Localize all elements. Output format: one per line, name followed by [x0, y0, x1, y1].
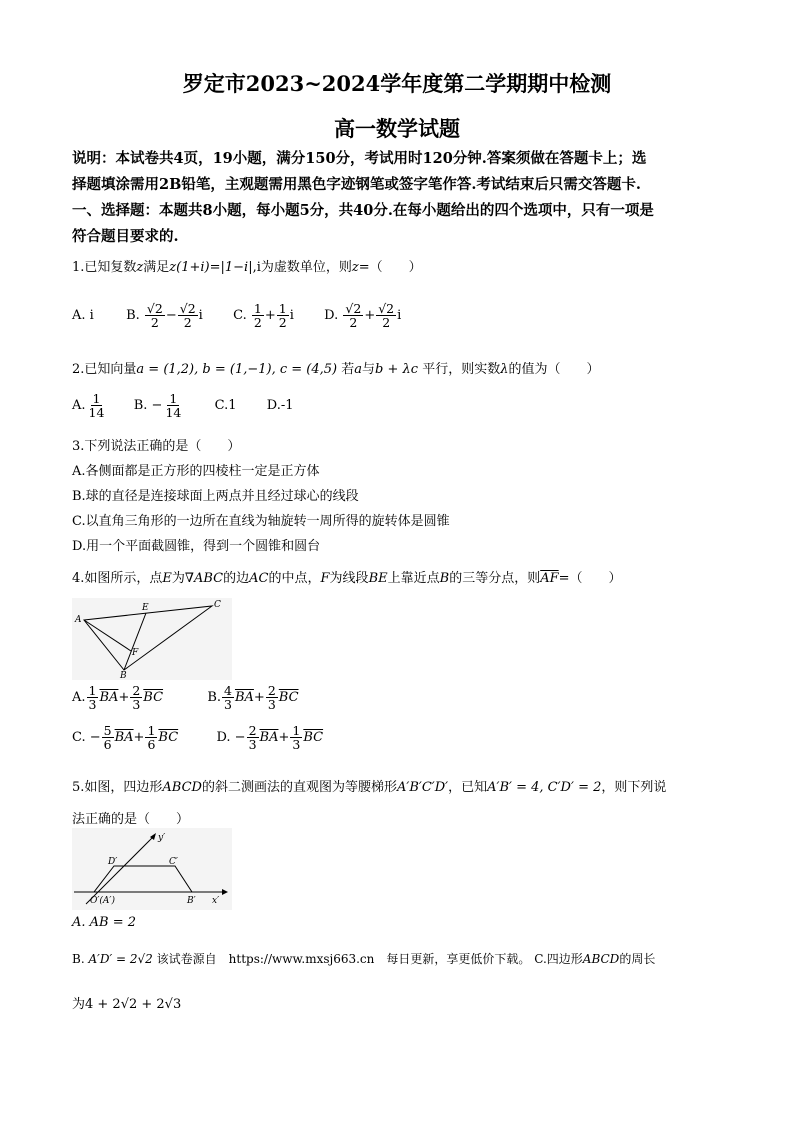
- q1-option-a[interactable]: A. i: [72, 308, 94, 324]
- question-4-figure: [72, 598, 232, 680]
- q2-option-b[interactable]: B. − $\frac{1}{14}$: [133, 391, 182, 421]
- label-y-prime: y′: [158, 833, 166, 843]
- label-e: E: [142, 603, 149, 613]
- q5-option-a[interactable]: A. AB = 2: [72, 915, 137, 930]
- label-c-prime: C′: [169, 857, 178, 867]
- q3-option-d[interactable]: D.用一个平面截圆锥，得到一个圆锥和圆台: [72, 539, 321, 554]
- figure-background: [72, 598, 232, 680]
- q5-option-c-continuation: 为4 + 2√2 + 2√3: [72, 997, 182, 1012]
- label-b: B: [120, 671, 127, 680]
- q4-option-a[interactable]: A. $\frac{1}{3}$ $\overline{BA}+$ $\frac{2}{3}$ $\overline{BC}$: [72, 683, 164, 713]
- label-b-prime: B′: [187, 896, 196, 906]
- q4-option-b[interactable]: B. $\frac{4}{3}$ $\overline{BA}+$ $\frac{2}{3}$ $\overline{BC}$: [207, 683, 299, 713]
- source-note: 该试卷源自 https://www.mxsj663.cn 每日更新，享更低价下载。: [156, 952, 531, 966]
- q2-option-a[interactable]: A. $\frac{1}{14}$: [72, 391, 105, 421]
- q1-option-b[interactable]: B. $\frac{√2}{2}$ − $\frac{√2}{2}$ i: [126, 301, 203, 331]
- q3-option-b[interactable]: B.球的直径是连接球面上两点并且经过球心的线段: [72, 489, 359, 504]
- page-title: 罗定市2023~2024学年度第二学期期中检测: [182, 71, 612, 96]
- instructions-line-1: 说明：本试卷共4页，19小题，满分150分，考试用时120分钟.答案须做在答题卡上；选: [72, 150, 647, 167]
- q5-option-b[interactable]: B. A′D′ = 2√2: [72, 952, 153, 966]
- page-subtitle: 高一数学试题: [334, 116, 460, 141]
- label-f: F: [132, 648, 139, 658]
- question-5-figure: [72, 828, 232, 910]
- question-4-options-row-2: [72, 724, 323, 751]
- q3-option-a[interactable]: A.各侧面都是正方形的四棱柱一定是正方体: [72, 464, 320, 479]
- label-x-prime: x′: [212, 896, 220, 906]
- q2-option-d[interactable]: D.-1: [266, 398, 294, 414]
- q4-option-c[interactable]: C. − $\frac{5}{6}$ $\overline{BA}+$ $\frac{1}{6}$ $\overline{BC}$: [72, 723, 179, 753]
- q3-option-c[interactable]: C.以直角三角形的一边所在直线为轴旋转一周所得的旋转体是圆锥: [72, 514, 450, 529]
- question-5-stem-line-2: 法正确的是（ ）: [72, 812, 190, 827]
- label-d-prime: D′: [108, 857, 118, 867]
- q2-option-c[interactable]: C.1: [214, 398, 237, 414]
- question-3-stem: 3.下列说法正确的是（ ）: [72, 439, 241, 454]
- section-heading-line-1: 一、选择题：本题共8小题，每小题5分，共40分.在每小题给出的四个选项中，只有一项是: [72, 202, 654, 219]
- question-5-options-line: [72, 950, 655, 967]
- question-5-stem-line-1: 5.如图，四边形ABCD的斜二测画法的直观图为等腰梯形A′B′C′D′，已知A′B′ = 4, C′D′ = 2，则下列说: [72, 780, 667, 795]
- section-heading-line-2: 符合题目要求的.: [72, 228, 179, 245]
- q4-option-d[interactable]: D. − $\frac{2}{3}$ $\overline{BA}+$ $\frac{1}{3}$ $\overline{BC}$: [216, 723, 324, 753]
- question-1-stem: 1.已知复数z满足z(1+i)=|1−i|,i为虚数单位，则z=（ ）: [72, 260, 422, 275]
- question-2-options: [72, 392, 294, 419]
- q1-option-c[interactable]: C. $\frac{1}{2}$ + $\frac{1}{2}$ i: [233, 301, 294, 331]
- question-2-stem: 2.已知向量a = (1,2), b = (1,−1), c = (4,5) 若a与b + λc 平行，则实数λ的值为（ ）: [72, 362, 600, 377]
- question-4-options-row-1: [72, 684, 299, 711]
- label-a: A: [75, 615, 82, 625]
- label-c: C: [214, 600, 221, 610]
- q1-option-d[interactable]: D. $\frac{√2}{2}$ + $\frac{√2}{2}$ i: [324, 301, 402, 331]
- q5-option-c[interactable]: C.四边形ABCD的周长: [534, 952, 656, 966]
- question-1-options: [72, 302, 401, 329]
- question-4-stem: 4.如图所示，点E为∇ABC的边AC的中点，F为线段BE上靠近点B的三等分点，则$\overline{AF}=$（ ）: [72, 571, 622, 586]
- instructions-line-2: 择题填涂需用2B铅笔，主观题需用黑色字迹钢笔或签字笔作答.考试结束后只需交答题卡.: [72, 176, 641, 193]
- label-o-prime: O′(A′): [90, 896, 115, 906]
